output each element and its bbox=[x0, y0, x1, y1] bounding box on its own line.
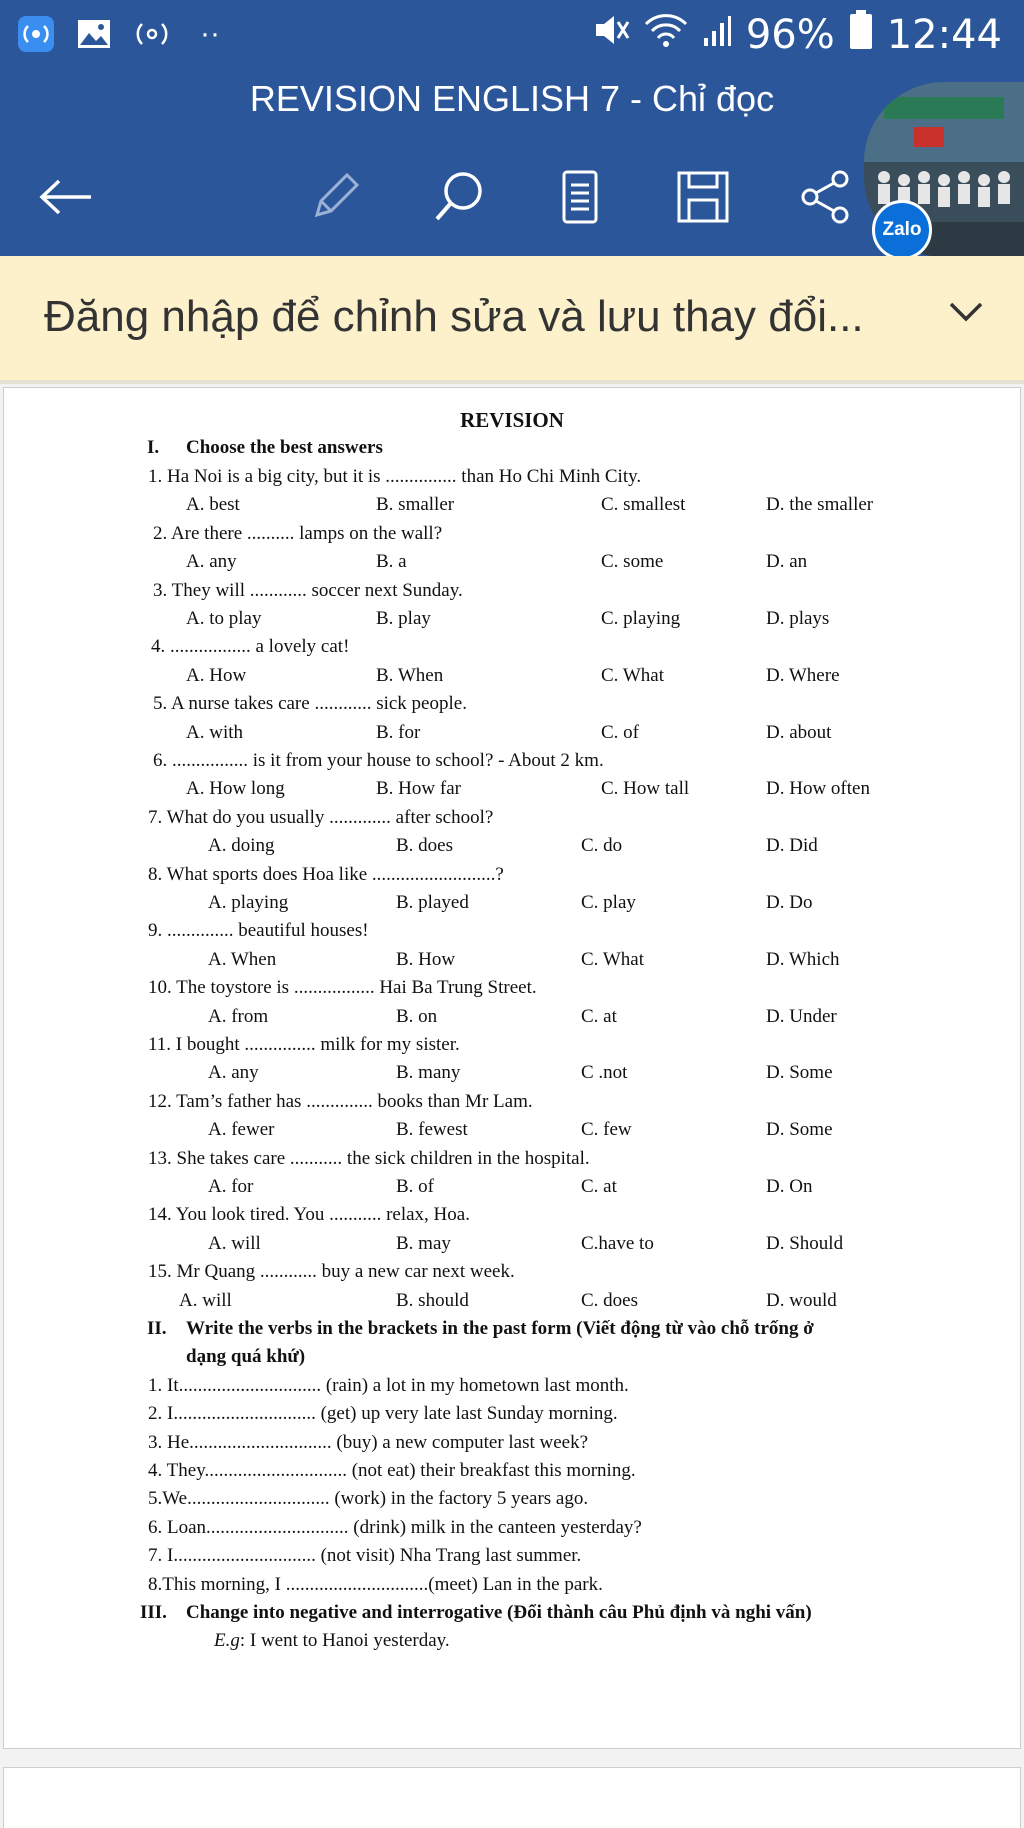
question-6-option-c: C. How tall bbox=[601, 778, 690, 799]
question-3-option-d: D. plays bbox=[766, 608, 830, 629]
sign-in-banner-text: Đăng nhập để chỉnh sửa và lưu thay đổi... bbox=[44, 292, 864, 341]
section-3-number: III. bbox=[140, 1602, 167, 1623]
question-5-option-c: C. of bbox=[601, 722, 639, 743]
question-9-option-a: A. When bbox=[208, 949, 277, 970]
question-11-text: 11. I bought ............... milk for my sister. bbox=[148, 1034, 460, 1055]
question-10-text: 10. The toystore is ................. Hai Ba Trung Street. bbox=[148, 977, 537, 998]
question-5-option-a: A. with bbox=[186, 722, 243, 743]
question-6-text: 6. ................ is it from your house to school? - About 2 km. bbox=[153, 750, 604, 771]
question-3-option-c: C. playing bbox=[601, 608, 681, 629]
question-12-option-b: B. fewest bbox=[396, 1119, 468, 1140]
question-11-option-d: D. Some bbox=[766, 1062, 833, 1083]
question-4-option-a: A. How bbox=[186, 665, 247, 686]
reading-view-button[interactable] bbox=[545, 162, 615, 232]
section-2-heading-cont: dạng quá khứ) bbox=[186, 1346, 306, 1367]
question-4-option-b: B. When bbox=[376, 665, 444, 686]
question-1-text: 1. Ha Noi is a big city, but it is ............... than Ho Chi Minh City. bbox=[148, 466, 642, 487]
document-title: REVISION ENGLISH 7 - Chỉ đọc bbox=[249, 78, 775, 119]
save-icon bbox=[676, 170, 730, 224]
question-8-option-c: C. play bbox=[581, 892, 636, 913]
question-13-text: 13. She takes care ........... the sick children in the hospital. bbox=[148, 1148, 590, 1169]
question-1-option-a: A. best bbox=[186, 494, 240, 515]
question-9-option-d: D. Which bbox=[766, 949, 840, 970]
question-3-option-b: B. play bbox=[376, 608, 431, 629]
question-12-option-c: C. few bbox=[581, 1119, 632, 1140]
section-3-heading: Change into negative and interrogative (Đổi thành câu Phủ định và nghi vấn) bbox=[186, 1602, 812, 1623]
question-5-option-d: D. about bbox=[766, 722, 832, 743]
question-14-text: 14. You look tired. You ........... relax, Hoa. bbox=[148, 1204, 470, 1225]
section-1-heading: Choose the best answers bbox=[186, 437, 383, 458]
past-form-item-1: 1. It.............................. (rain) a lot in my hometown last month. bbox=[148, 1375, 629, 1396]
question-15-option-a: A. will bbox=[179, 1290, 232, 1311]
example-label: E.g bbox=[214, 1630, 240, 1651]
chevron-down-icon[interactable] bbox=[948, 300, 984, 329]
past-form-item-7: 7. I.............................. (not visit) Nha Trang last summer. bbox=[148, 1545, 582, 1566]
question-14-option-d: D. Should bbox=[766, 1233, 844, 1254]
question-5-option-b: B. for bbox=[376, 722, 421, 743]
question-6-option-a: A. How long bbox=[186, 778, 285, 799]
question-8-text: 8. What sports does Hoa like ..........................? bbox=[148, 864, 504, 885]
document-view-icon bbox=[560, 169, 600, 225]
example-text: : I went to Hanoi yesterday. bbox=[239, 1630, 450, 1651]
battery-icon bbox=[849, 10, 873, 60]
question-11-option-c: C .not bbox=[581, 1062, 628, 1083]
question-4-text: 4. ................. a lovely cat! bbox=[151, 636, 350, 657]
save-button[interactable] bbox=[668, 162, 738, 232]
signal-icon bbox=[702, 13, 732, 58]
wifi-icon bbox=[644, 12, 688, 58]
question-1-option-c: C. smallest bbox=[601, 494, 686, 515]
question-14-option-a: A. will bbox=[208, 1233, 261, 1254]
search-button[interactable] bbox=[424, 162, 494, 232]
wifi-hotspot-icon bbox=[16, 14, 56, 54]
question-14-option-c: C.have to bbox=[581, 1233, 654, 1254]
question-3-option-a: A. to play bbox=[186, 608, 262, 629]
question-13-option-a: A. for bbox=[208, 1176, 254, 1197]
zalo-badge[interactable]: Zalo bbox=[872, 200, 932, 260]
section-2-number: II. bbox=[147, 1318, 167, 1339]
question-9-option-c: C. What bbox=[581, 949, 644, 970]
question-2-option-a: A. any bbox=[186, 551, 237, 572]
question-4-option-c: C. What bbox=[601, 665, 664, 686]
edit-button[interactable] bbox=[300, 162, 370, 232]
question-6-option-d: D. How often bbox=[766, 778, 870, 799]
question-10-option-b: B. on bbox=[396, 1006, 438, 1027]
image-icon bbox=[74, 14, 114, 54]
back-button[interactable] bbox=[30, 162, 100, 232]
share-icon bbox=[798, 169, 852, 225]
question-5-text: 5. A nurse takes care ............ sick people. bbox=[153, 693, 467, 714]
past-form-item-6: 6. Loan.............................. (drink) milk in the canteen yesterday? bbox=[148, 1517, 642, 1538]
document-page[interactable] bbox=[4, 388, 1020, 1748]
question-10-option-a: A. from bbox=[208, 1006, 269, 1027]
question-12-option-a: A. fewer bbox=[208, 1119, 275, 1140]
question-1-option-b: B. smaller bbox=[376, 494, 455, 515]
hotspot-icon bbox=[132, 14, 172, 54]
question-2-option-b: B. a bbox=[376, 551, 407, 572]
revision-title: REVISION bbox=[460, 408, 564, 432]
mute-icon bbox=[592, 12, 630, 58]
clock: 12:44 bbox=[886, 12, 1002, 58]
past-form-item-8: 8.This morning, I ..............................(meet) Lan in the park. bbox=[148, 1574, 603, 1595]
example-line bbox=[214, 1630, 450, 1652]
section-2-heading: Write the verbs in the brackets in the past form (Viết động từ vào chỗ trống ở bbox=[186, 1318, 814, 1339]
past-form-item-5: 5.We.............................. (work) in the factory 5 years ago. bbox=[148, 1488, 589, 1509]
question-2-text: 2. Are there .......... lamps on the wall? bbox=[153, 523, 443, 544]
question-10-option-d: D. Under bbox=[766, 1006, 837, 1027]
question-8-option-a: A. playing bbox=[208, 892, 289, 913]
question-1-option-d: D. the smaller bbox=[766, 494, 874, 515]
question-9-option-b: B. How bbox=[396, 949, 456, 970]
question-14-option-b: B. may bbox=[396, 1233, 451, 1254]
section-1-number: I. bbox=[147, 437, 160, 458]
share-button[interactable] bbox=[790, 162, 860, 232]
question-6-option-b: B. How far bbox=[376, 778, 461, 799]
question-7-text: 7. What do you usually ............. after school? bbox=[148, 807, 494, 828]
question-4-option-d: D. Where bbox=[766, 665, 840, 686]
battery-percent: 96% bbox=[745, 12, 835, 58]
question-2-option-d: D. an bbox=[766, 551, 808, 572]
question-8-option-d: D. Do bbox=[766, 892, 813, 913]
question-15-text: 15. Mr Quang ............ buy a new car next week. bbox=[148, 1261, 515, 1282]
question-7-option-a: A. doing bbox=[208, 835, 275, 856]
question-7-option-d: D. Did bbox=[766, 835, 818, 856]
question-13-option-b: B. of bbox=[396, 1176, 434, 1197]
past-form-item-4: 4. They.............................. (not eat) their breakfast this morning. bbox=[148, 1460, 636, 1481]
search-icon bbox=[431, 169, 487, 225]
question-11-option-a: A. any bbox=[208, 1062, 259, 1083]
question-2-option-c: C. some bbox=[601, 551, 664, 572]
question-7-option-b: B. does bbox=[396, 835, 453, 856]
question-8-option-b: B. played bbox=[396, 892, 469, 913]
question-15-option-d: D. would bbox=[766, 1290, 837, 1311]
back-arrow-icon bbox=[37, 177, 93, 217]
question-13-option-c: C. at bbox=[581, 1176, 617, 1197]
question-9-text: 9. .............. beautiful houses! bbox=[148, 920, 369, 941]
question-11-option-b: B. many bbox=[396, 1062, 461, 1083]
question-15-option-b: B. should bbox=[396, 1290, 469, 1311]
past-form-item-3: 3. He.............................. (buy) a new computer last week? bbox=[148, 1432, 589, 1453]
question-7-option-c: C. do bbox=[581, 835, 623, 856]
next-page bbox=[4, 1768, 1020, 1828]
question-13-option-d: D. On bbox=[766, 1176, 813, 1197]
status-bar bbox=[0, 0, 1024, 70]
more-dots-icon: ·· bbox=[200, 17, 220, 50]
question-3-text: 3. They will ............ soccer next Sunday. bbox=[153, 580, 463, 601]
past-form-item-2: 2. I.............................. (get) up very late last Sunday morning. bbox=[148, 1403, 618, 1424]
question-15-option-c: C. does bbox=[581, 1290, 638, 1311]
question-10-option-c: C. at bbox=[581, 1006, 617, 1027]
banner-divider bbox=[0, 380, 1024, 384]
question-12-text: 12. Tam’s father has .............. books than Mr Lam. bbox=[148, 1091, 533, 1112]
question-12-option-d: D. Some bbox=[766, 1119, 833, 1140]
sign-in-banner[interactable] bbox=[0, 256, 1024, 380]
pencil-icon bbox=[307, 169, 363, 225]
